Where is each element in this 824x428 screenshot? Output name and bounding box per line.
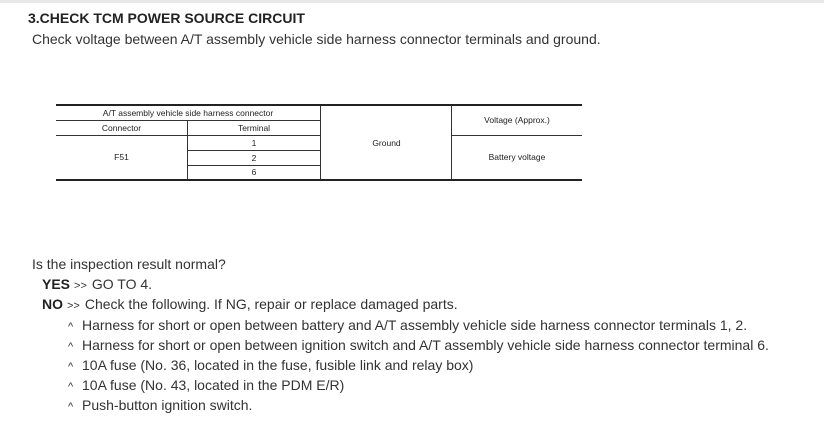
- terminal-1: 1: [188, 135, 321, 150]
- voltage-header: Voltage (Approx.): [452, 105, 583, 135]
- check-item: ^ 10A fuse (No. 43, located in the PDM E/R): [68, 377, 345, 393]
- section-title: 3.CHECK TCM POWER SOURCE CIRCUIT: [28, 10, 305, 26]
- voltage-spec-table: [56, 104, 582, 181]
- check-item: ^ 10A fuse (No. 36, located in the fuse, fusible link and relay box): [68, 357, 474, 373]
- no-label: NO: [42, 296, 63, 312]
- caret-icon: ^: [68, 361, 74, 373]
- caret-icon: ^: [68, 401, 74, 413]
- yes-answer: [42, 276, 152, 292]
- terminal-6: 6: [188, 165, 321, 180]
- inspection-question: Is the inspection result normal?: [32, 256, 226, 272]
- caret-icon: ^: [68, 381, 74, 393]
- check-item: ^ Harness for short or open between ignition switch and A/T assembly vehicle side harness connector terminal 6.: [68, 337, 769, 353]
- yes-arrow: >>: [74, 280, 87, 292]
- no-answer: [42, 296, 458, 312]
- ground-label-cell: [321, 150, 452, 180]
- no-text: Check the following. If NG, repair or replace damaged parts.: [84, 296, 458, 312]
- caret-icon: ^: [68, 341, 74, 353]
- yes-text: GO TO 4.: [91, 276, 153, 292]
- no-arrow: >>: [67, 300, 80, 312]
- intro-text: Check voltage between A/T assembly vehicle side harness connector terminals and ground.: [32, 31, 601, 47]
- ground-label: Ground: [372, 138, 401, 148]
- check-item: ^ Push-button ignition switch.: [68, 397, 253, 413]
- caret-icon: ^: [68, 321, 74, 333]
- group-header: A/T assembly vehicle side harness connector: [56, 105, 321, 120]
- connector-value: F51: [56, 135, 188, 180]
- voltage-value: Battery voltage: [452, 135, 583, 180]
- terminal-2: 2: [188, 150, 321, 165]
- check-item: ^ Harness for short or open between battery and A/T assembly vehicle side harness connector terminals 1, 2.: [68, 317, 748, 333]
- terminal-header: Terminal: [188, 120, 321, 135]
- top-divider: [0, 0, 824, 3]
- connector-header: Connector: [56, 120, 188, 135]
- yes-label: YES: [42, 276, 71, 292]
